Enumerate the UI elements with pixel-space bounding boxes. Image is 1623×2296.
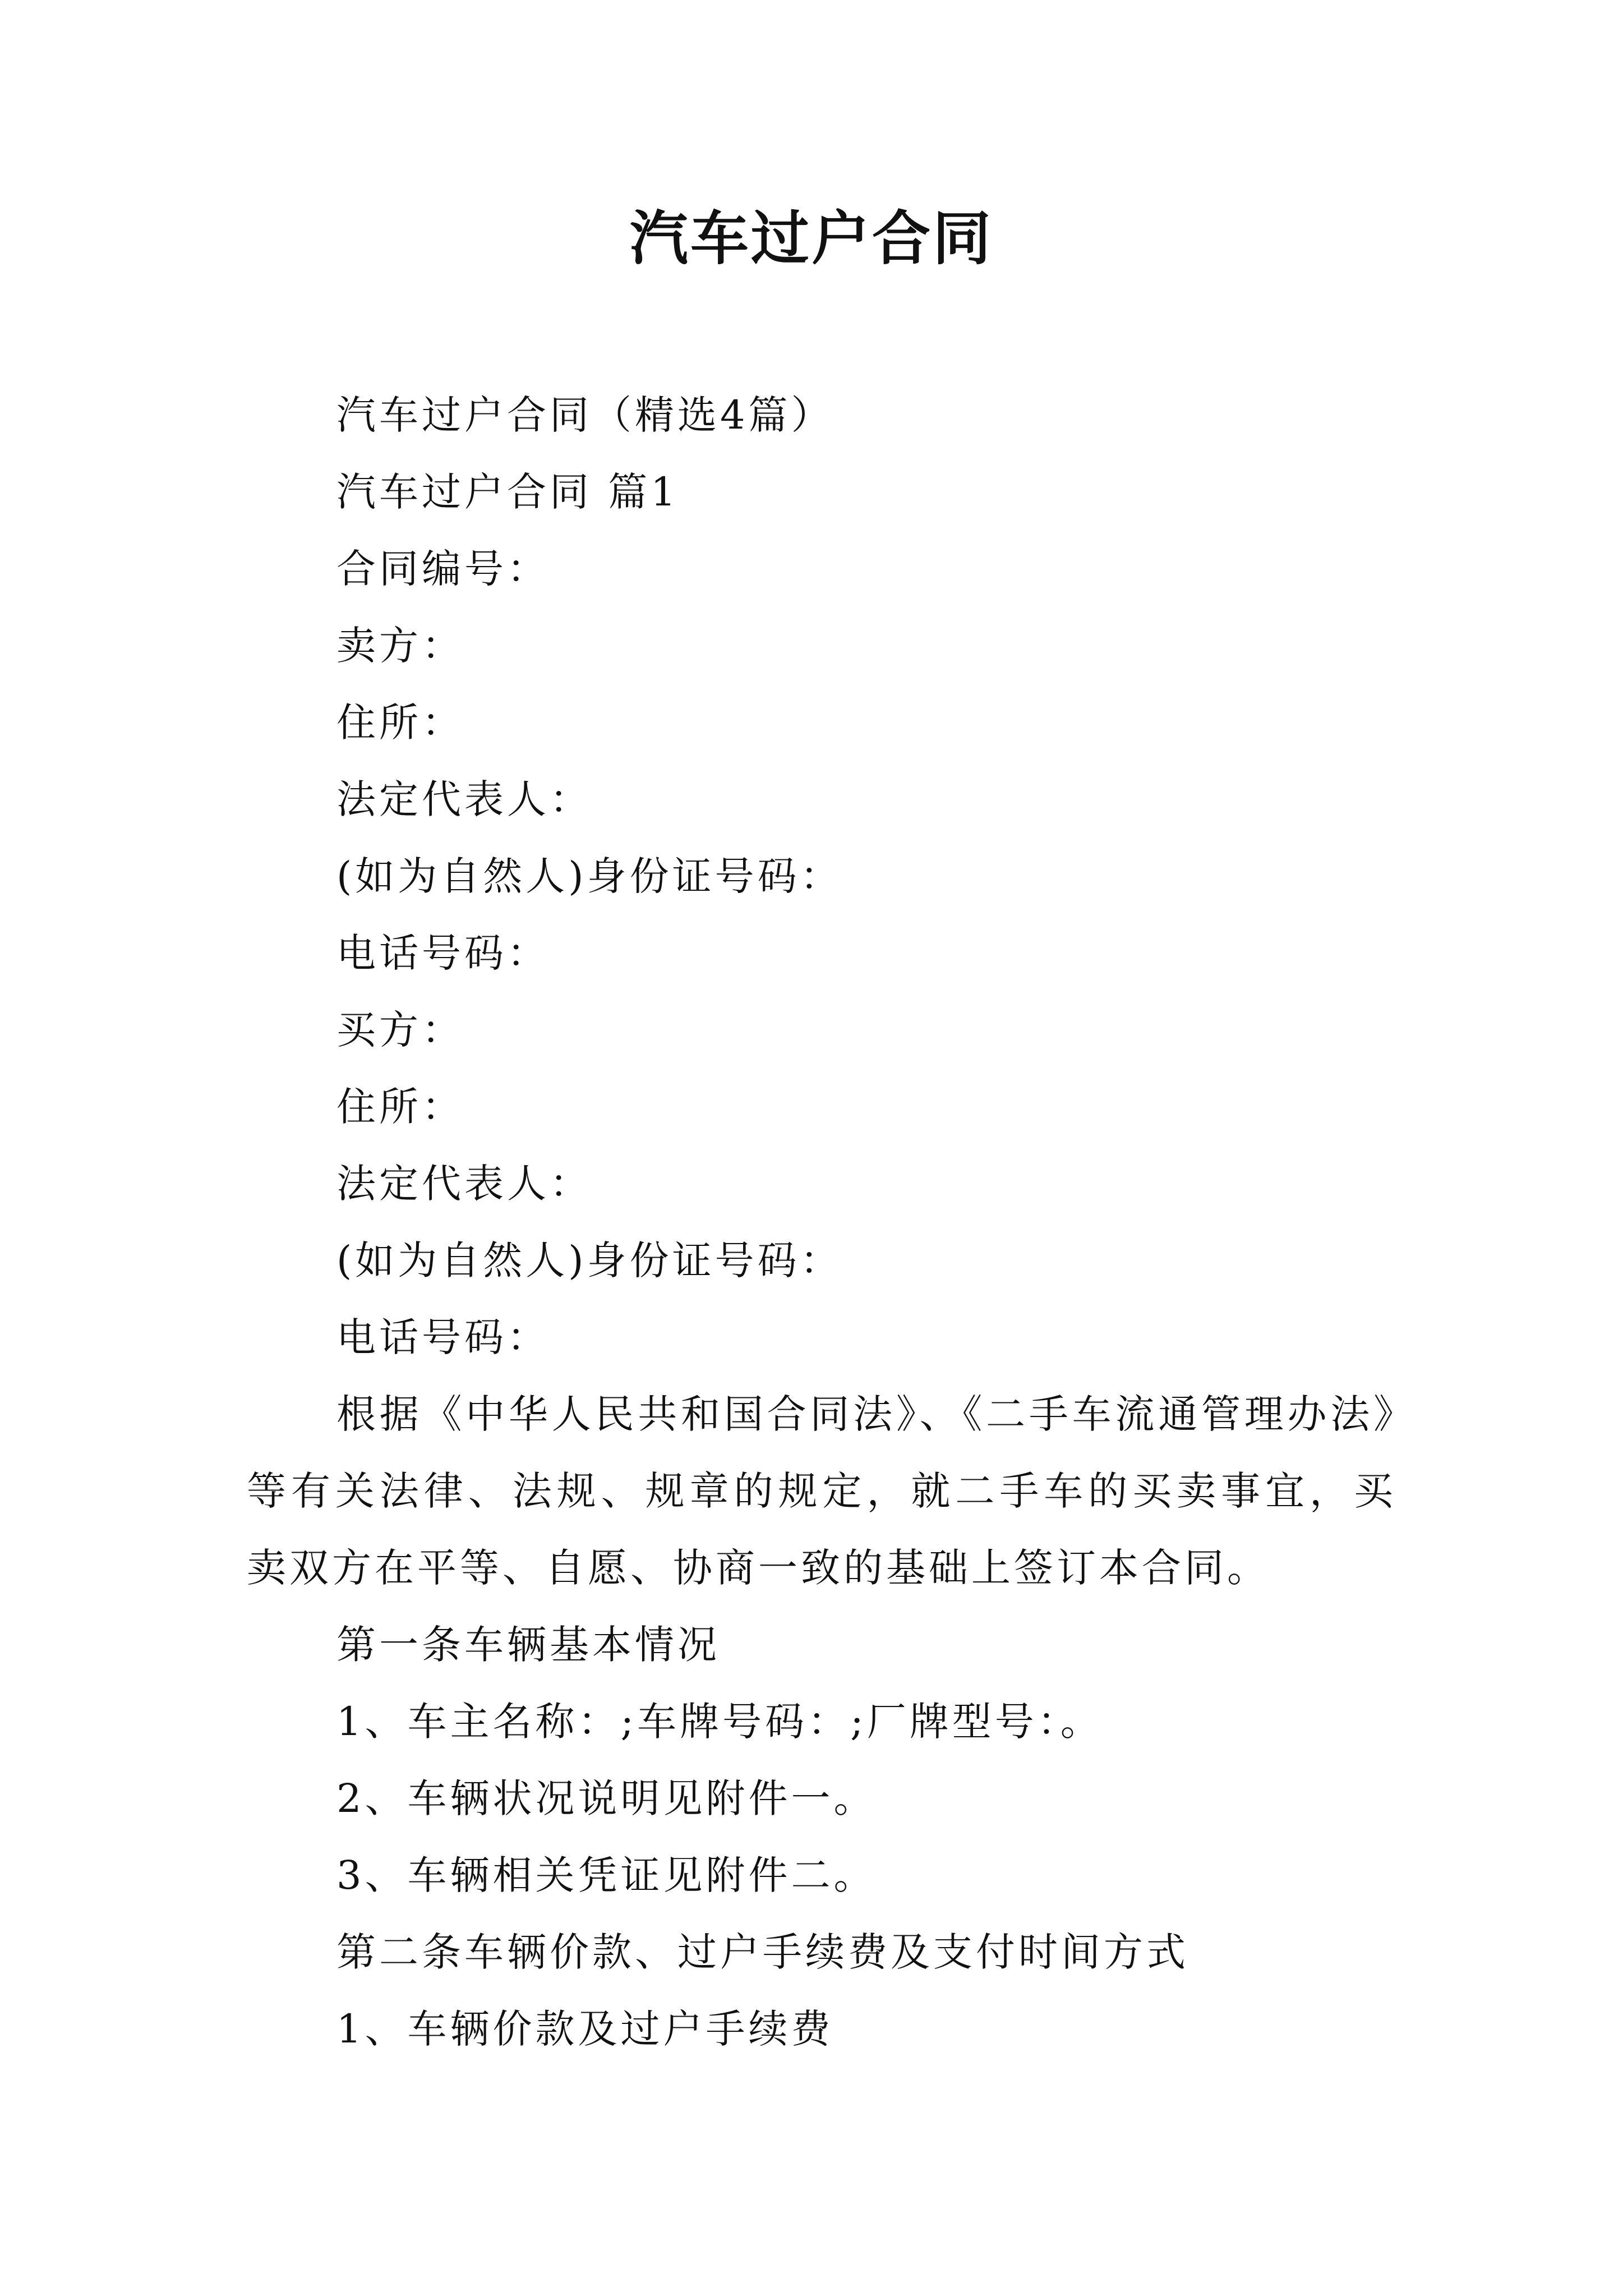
text-line: 第一条车辆基本情况 <box>336 1622 720 1668</box>
body-paragraph: 根据《中华人民共和国合同法》、《二手车流通管理办法》等有关法律、法规、规章的规定，就二手车的买卖事宜，买卖双方在平等、自愿、协商一致的基础上签订本合同。 <box>247 1391 1396 1591</box>
text-line: 电话号码： <box>336 1314 550 1360</box>
text-line: 汽车过户合同（精选4篇） <box>336 392 834 438</box>
text-line: 2、车辆状况说明见附件一。 <box>336 1775 877 1821</box>
text-line: 汽车过户合同 篇1 <box>336 469 679 515</box>
text-line: 电话号码： <box>336 930 550 976</box>
text-line: 1、车辆价款及过户手续费 <box>336 2006 834 2052</box>
text-line: 第二条车辆价款、过户手续费及支付时间方式 <box>336 1929 1189 1975</box>
text-line: (如为自然人)身份证号码： <box>336 853 843 899</box>
text-line: 住所： <box>336 700 464 746</box>
text-line: 卖方： <box>336 623 464 669</box>
text-line: 法定代表人： <box>336 1161 592 1207</box>
document-title: 汽车过户合同 <box>629 204 993 273</box>
text-line: 1、车主名称：;车牌号码：;厂牌型号：。 <box>336 1699 1103 1745</box>
text-line: 买方： <box>336 1007 464 1053</box>
text-line: 住所： <box>336 1084 464 1130</box>
text-line: 3、车辆相关凭证见附件二。 <box>336 1852 877 1898</box>
text-line: 合同编号： <box>336 546 550 592</box>
text-line: (如为自然人)身份证号码： <box>336 1237 843 1283</box>
text-line: 法定代表人： <box>336 776 592 822</box>
